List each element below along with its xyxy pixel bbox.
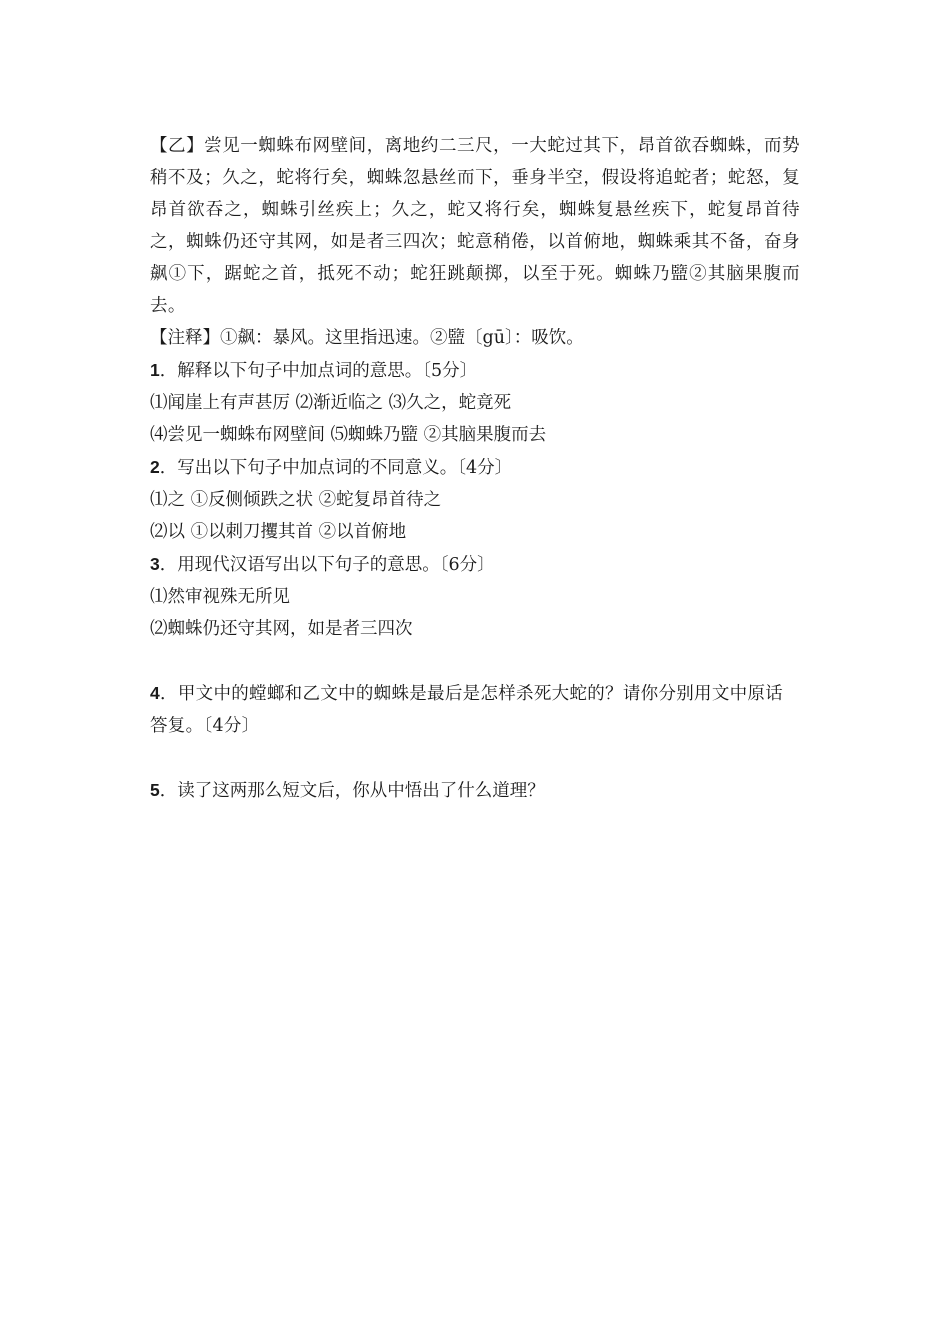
question-text: ．用现代汉语写出以下句子的意思。〔6分〕 [159,555,495,575]
question-item: ⑵以 ①以刺刀攫其首 ②以首俯地 [150,522,407,542]
question-number: 2 [150,457,160,477]
question-text: ．读了这两那么短文后，你从中悟出了什么道理？ [159,781,545,801]
question-number: 1 [150,360,160,380]
question-number: 3 [150,554,160,574]
passage-text: 【乙】尝见一蜘蛛布网壁间，离地约二三尺，一大蛇过其下，昂首欲吞蜘蛛，而势稍不及；久之，蛇将行矣，蜘蛛忽悬丝而下，垂身半空，假设将追蛇者；蛇怒，复昂首欲吞之，蜘蛛引丝疾上；久之，蛇又将行矣，蜘蛛复悬丝疾下，蛇复昂首待之，蜘蛛仍还守其网，如是者三四次；蛇意稍倦，以首俯地，蜘蛛乘其不备，奋身飙①下，踞蛇之首，抵死不动；蛇狂跳颠掷，以至于死。蜘蛛乃盬②其脑果腹而去。 [150,136,800,316]
question-3 [150,548,800,645]
question-text: ．甲文中的螳螂和乙文中的蜘蛛是最后是怎样杀死大蛇的？请你分别用文中原话答复。〔4分〕 [150,684,784,736]
question-item: ⑴之 ①反侧倾跌之状 ②蛇复昂首待之 [150,490,442,510]
question-1 [150,354,800,451]
document-content [150,130,800,807]
passage-note: 【注释】①飙：暴风。这里指迅速。②盬〔gū〕：吸饮。 [150,328,584,348]
spacer [150,645,800,677]
question-5 [150,774,800,807]
question-item: ⑵蜘蛛仍还守其网，如是者三四次 [150,619,413,639]
question-2 [150,451,800,548]
spacer [150,742,800,774]
question-text: ．解释以下句子中加点词的意思。〔5分〕 [159,361,478,381]
question-item: ⑴闻崖上有声甚厉 ⑵渐近临之 ⑶久之，蛇竟死 [150,393,512,413]
question-text: ．写出以下句子中加点词的不同意义。〔4分〕 [159,458,513,478]
question-number: 4 [150,683,161,703]
question-number: 5 [150,780,160,800]
question-item: ⑷尝见一蜘蛛布网壁间 ⑸蜘蛛乃盬 ②其脑果腹而去 [150,425,547,445]
question-item: ⑴然审视殊无所见 [150,587,290,607]
question-4 [150,677,800,742]
